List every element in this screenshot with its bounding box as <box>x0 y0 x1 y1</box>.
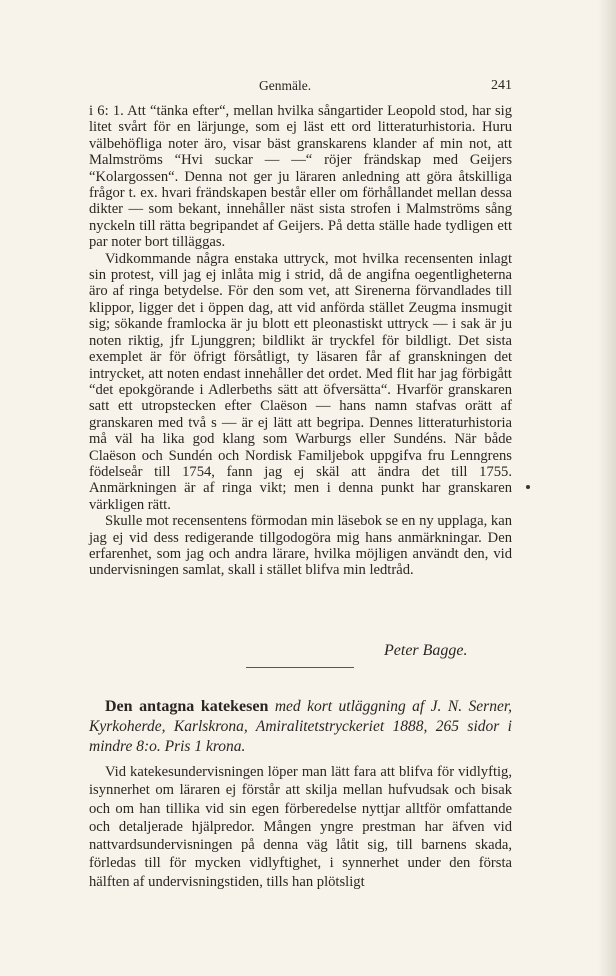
review-body: Vid katekesundervisningen löper man lätt fara att blifva för vidlyftig, isynnerhet om läraren ej förstår att skilja mellan hufvudsak och bisak och om han tillika vid sin egen förberedelse nyttjar alltför omfattande och detaljerade hjälpredor. Mången yngre prestman har äfven vid nattvardsundervisningen på denna väg låtit sig, till barnens skada, förledas till för mycken vidlyftighet, i synnerhet under den första hälften af undervisningstiden, tills han plötsligt <box>89 764 512 890</box>
page-edge-shadow <box>598 0 616 976</box>
author-signature: Peter Bagge. <box>384 642 468 659</box>
paragraph: Skulle mot recensentens förmodan min läsebok se en ny upplaga, kan jag ej vid dess redigerande tillgodogöra mig hans anmärkningar. Den erfarenhet, som jag och andra lärare, hvilka möjligen användt den, vid undervisningen samlat, skall i stället blifva min ledtråd. <box>89 513 512 579</box>
reply-text <box>89 103 512 579</box>
book-title: Den antagna katekesen <box>105 698 269 715</box>
paragraph: i 6: 1. Att “tänka efter“, mellan hvilka sångartider Leopold stod, har sig litet svårt för en lärjunge, som ej läst ett ord litteraturhistoria. Huru välbehöfliga noter äro, visar bäst granskarens klander af min not, att Malmströms “Hvi suckar — —“ röjer frändskap med Geijers “Kolargossen“. Denna not ger ju läraren anledning att göra åtskilliga frågor t. ex. hvari frändskapen består eller om förhållandet mellan dessa dikter — som bekant, innehåller näst sista strofen i Malmströms sång nyckeln till rätta begripandet af Geijers. På detta ställe hade tydligen ett par noter bort tilläggas. <box>89 103 512 251</box>
book-details: med kort utläggning af J. N. Serner, Kyrkoherde, Karlskrona, Amiralitetstryckeriet 1888, 265 sidor i mindre 8:o. Pris 1 krona. <box>89 698 513 755</box>
page-number: 241 <box>491 78 512 93</box>
page-header <box>89 78 512 96</box>
ink-dot <box>526 485 530 489</box>
running-title: Genmäle. <box>259 78 312 93</box>
book-review <box>89 697 512 891</box>
section-divider <box>246 667 354 668</box>
paragraph: Vidkommande några enstaka uttryck, mot hvilka recensenten inlagt sin protest, vill jag ej inlåta mig i strid, då de angifna oegentligheterna äro af ringa betydelse. För den som vet, att Sirenerna förvandlades till klippor, ligger det i öppen dag, att vid anförda stället Zeugma insmugit sig; sökande framlocka är ju blott ett pleonastiskt uttryck — i sak är ju noten riktig, jfr Ljunggren; bildlikt är tryckfel för bildligt. Det sista exemplet är för öfrigt försåtligt, ty läsaren får af granskningen det intrycket, att noten endast innehåller det ordet. Med flit har jag förbigått “det epokgörande i Adlerbeths sätt att öfversätta“. Hvarför granskaren satt ett utropstecken efter Claëson — hans namn stafvas orätt af granskaren med två s — är ej lätt att begripa. Dennes litteraturhistoria må väl ha lika god klang som Warburgs eller Sundéns. När både Claëson och Sundén och Nordisk Familjebok uppgifva fru Lenngrens födelseår till 1754, fann jag ej skäl att ändra det till 1755. Anmärkningen är af ringa vikt; men i denna punkt har granskaren värkligen rätt. <box>89 250 512 513</box>
review-heading <box>89 697 512 757</box>
